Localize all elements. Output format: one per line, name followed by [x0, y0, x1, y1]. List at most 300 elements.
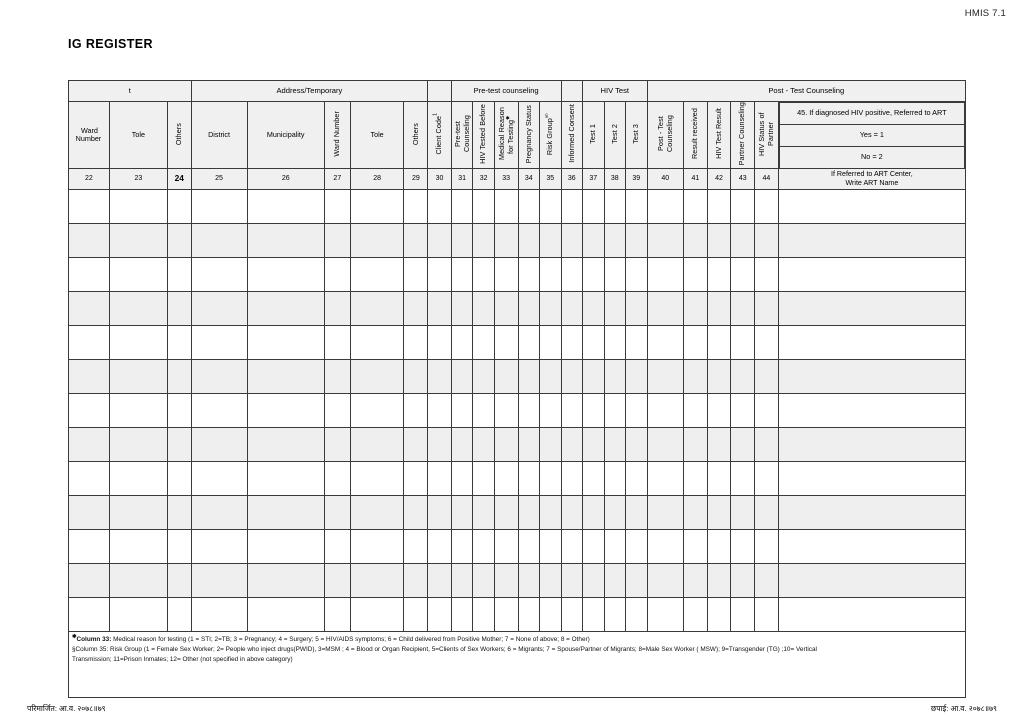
- table-cell[interactable]: [473, 325, 495, 359]
- table-cell[interactable]: [350, 427, 404, 461]
- table-cell[interactable]: [647, 325, 684, 359]
- table-cell[interactable]: [167, 393, 191, 427]
- table-cell[interactable]: [755, 461, 779, 495]
- table-cell[interactable]: [778, 461, 965, 495]
- table-cell[interactable]: [604, 427, 626, 461]
- table-cell[interactable]: [755, 257, 779, 291]
- table-cell[interactable]: [324, 597, 350, 631]
- table-cell[interactable]: [428, 291, 452, 325]
- table-cell[interactable]: [707, 359, 731, 393]
- table-cell[interactable]: [428, 359, 452, 393]
- table-cell[interactable]: [778, 257, 965, 291]
- table-cell[interactable]: [324, 291, 350, 325]
- table-cell[interactable]: [451, 427, 473, 461]
- table-cell[interactable]: [247, 189, 324, 223]
- table-cell[interactable]: [167, 291, 191, 325]
- table-cell[interactable]: [647, 223, 684, 257]
- table-cell[interactable]: [731, 359, 755, 393]
- table-cell[interactable]: [604, 189, 626, 223]
- table-cell[interactable]: [583, 563, 605, 597]
- table-cell[interactable]: [191, 291, 247, 325]
- table-cell[interactable]: [404, 257, 428, 291]
- table-cell[interactable]: [404, 189, 428, 223]
- table-cell[interactable]: [626, 291, 648, 325]
- table-cell[interactable]: [684, 495, 708, 529]
- table-cell[interactable]: [404, 495, 428, 529]
- table-cell[interactable]: [428, 495, 452, 529]
- table-cell[interactable]: [494, 529, 518, 563]
- table-cell[interactable]: [561, 291, 583, 325]
- table-cell[interactable]: [731, 461, 755, 495]
- table-cell[interactable]: [473, 563, 495, 597]
- table-cell[interactable]: [626, 427, 648, 461]
- table-row[interactable]: [69, 189, 966, 223]
- table-cell[interactable]: [778, 189, 965, 223]
- table-cell[interactable]: [247, 223, 324, 257]
- table-cell[interactable]: [518, 427, 540, 461]
- table-cell[interactable]: [247, 529, 324, 563]
- table-cell[interactable]: [540, 325, 562, 359]
- table-cell[interactable]: [451, 257, 473, 291]
- table-cell[interactable]: [350, 291, 404, 325]
- table-cell[interactable]: [350, 495, 404, 529]
- table-cell[interactable]: [428, 427, 452, 461]
- table-cell[interactable]: [494, 495, 518, 529]
- table-cell[interactable]: [707, 257, 731, 291]
- table-cell[interactable]: [583, 257, 605, 291]
- table-cell[interactable]: [69, 461, 110, 495]
- table-cell[interactable]: [626, 223, 648, 257]
- table-cell[interactable]: [540, 223, 562, 257]
- table-cell[interactable]: [494, 597, 518, 631]
- table-cell[interactable]: [404, 325, 428, 359]
- table-cell[interactable]: [604, 597, 626, 631]
- table-cell[interactable]: [191, 495, 247, 529]
- table-row[interactable]: [69, 359, 966, 393]
- table-cell[interactable]: [324, 189, 350, 223]
- table-cell[interactable]: [778, 223, 965, 257]
- table-cell[interactable]: [604, 223, 626, 257]
- table-cell[interactable]: [191, 597, 247, 631]
- table-cell[interactable]: [324, 529, 350, 563]
- table-cell[interactable]: [451, 495, 473, 529]
- table-cell[interactable]: [428, 529, 452, 563]
- table-cell[interactable]: [755, 325, 779, 359]
- table-cell[interactable]: [191, 223, 247, 257]
- table-cell[interactable]: [518, 461, 540, 495]
- table-cell[interactable]: [69, 427, 110, 461]
- table-cell[interactable]: [494, 563, 518, 597]
- table-cell[interactable]: [428, 461, 452, 495]
- table-cell[interactable]: [473, 189, 495, 223]
- table-row[interactable]: [69, 495, 966, 529]
- table-cell[interactable]: [731, 257, 755, 291]
- table-cell[interactable]: [561, 257, 583, 291]
- table-cell[interactable]: [473, 495, 495, 529]
- table-cell[interactable]: [494, 393, 518, 427]
- table-cell[interactable]: [109, 495, 167, 529]
- table-cell[interactable]: [167, 359, 191, 393]
- table-cell[interactable]: [109, 529, 167, 563]
- table-cell[interactable]: [350, 359, 404, 393]
- table-cell[interactable]: [755, 223, 779, 257]
- table-cell[interactable]: [518, 495, 540, 529]
- table-cell[interactable]: [626, 529, 648, 563]
- table-cell[interactable]: [494, 291, 518, 325]
- table-cell[interactable]: [778, 529, 965, 563]
- table-cell[interactable]: [109, 359, 167, 393]
- table-cell[interactable]: [604, 393, 626, 427]
- table-cell[interactable]: [324, 325, 350, 359]
- table-cell[interactable]: [451, 597, 473, 631]
- table-cell[interactable]: [324, 427, 350, 461]
- table-cell[interactable]: [626, 393, 648, 427]
- table-cell[interactable]: [451, 461, 473, 495]
- table-cell[interactable]: [707, 325, 731, 359]
- table-row[interactable]: [69, 563, 966, 597]
- table-cell[interactable]: [731, 223, 755, 257]
- table-cell[interactable]: [350, 563, 404, 597]
- table-cell[interactable]: [583, 461, 605, 495]
- table-cell[interactable]: [583, 189, 605, 223]
- table-cell[interactable]: [69, 325, 110, 359]
- table-cell[interactable]: [324, 257, 350, 291]
- table-cell[interactable]: [451, 325, 473, 359]
- table-cell[interactable]: [707, 291, 731, 325]
- table-cell[interactable]: [191, 427, 247, 461]
- table-cell[interactable]: [69, 495, 110, 529]
- table-cell[interactable]: [561, 495, 583, 529]
- table-cell[interactable]: [583, 359, 605, 393]
- table-cell[interactable]: [707, 529, 731, 563]
- table-cell[interactable]: [684, 597, 708, 631]
- table-cell[interactable]: [69, 393, 110, 427]
- table-cell[interactable]: [626, 495, 648, 529]
- table-cell[interactable]: [755, 495, 779, 529]
- table-cell[interactable]: [518, 393, 540, 427]
- table-cell[interactable]: [404, 223, 428, 257]
- table-cell[interactable]: [247, 325, 324, 359]
- table-cell[interactable]: [731, 597, 755, 631]
- table-cell[interactable]: [518, 529, 540, 563]
- table-cell[interactable]: [707, 597, 731, 631]
- table-cell[interactable]: [583, 597, 605, 631]
- table-cell[interactable]: [428, 597, 452, 631]
- table-cell[interactable]: [494, 427, 518, 461]
- table-cell[interactable]: [473, 597, 495, 631]
- table-cell[interactable]: [109, 257, 167, 291]
- table-cell[interactable]: [684, 189, 708, 223]
- table-cell[interactable]: [755, 291, 779, 325]
- table-cell[interactable]: [167, 325, 191, 359]
- table-cell[interactable]: [778, 359, 965, 393]
- table-cell[interactable]: [647, 189, 684, 223]
- table-cell[interactable]: [451, 563, 473, 597]
- table-cell[interactable]: [473, 359, 495, 393]
- table-cell[interactable]: [755, 427, 779, 461]
- table-cell[interactable]: [69, 189, 110, 223]
- table-cell[interactable]: [561, 223, 583, 257]
- table-cell[interactable]: [707, 427, 731, 461]
- table-cell[interactable]: [647, 427, 684, 461]
- table-cell[interactable]: [191, 257, 247, 291]
- table-cell[interactable]: [540, 393, 562, 427]
- table-cell[interactable]: [350, 325, 404, 359]
- table-cell[interactable]: [247, 359, 324, 393]
- table-cell[interactable]: [684, 223, 708, 257]
- table-cell[interactable]: [561, 427, 583, 461]
- table-cell[interactable]: [604, 359, 626, 393]
- table-cell[interactable]: [731, 189, 755, 223]
- table-cell[interactable]: [350, 529, 404, 563]
- table-cell[interactable]: [561, 563, 583, 597]
- table-cell[interactable]: [647, 563, 684, 597]
- table-cell[interactable]: [561, 189, 583, 223]
- table-cell[interactable]: [561, 529, 583, 563]
- table-row[interactable]: [69, 461, 966, 495]
- table-cell[interactable]: [109, 393, 167, 427]
- table-cell[interactable]: [167, 189, 191, 223]
- table-cell[interactable]: [626, 597, 648, 631]
- table-cell[interactable]: [684, 461, 708, 495]
- table-cell[interactable]: [731, 325, 755, 359]
- table-cell[interactable]: [167, 563, 191, 597]
- table-cell[interactable]: [191, 563, 247, 597]
- table-cell[interactable]: [626, 359, 648, 393]
- table-cell[interactable]: [778, 563, 965, 597]
- table-cell[interactable]: [167, 597, 191, 631]
- table-cell[interactable]: [428, 223, 452, 257]
- table-cell[interactable]: [350, 461, 404, 495]
- table-cell[interactable]: [778, 393, 965, 427]
- table-cell[interactable]: [247, 427, 324, 461]
- table-cell[interactable]: [707, 461, 731, 495]
- table-cell[interactable]: [707, 223, 731, 257]
- table-cell[interactable]: [647, 529, 684, 563]
- table-cell[interactable]: [473, 529, 495, 563]
- table-cell[interactable]: [518, 325, 540, 359]
- table-cell[interactable]: [247, 597, 324, 631]
- table-cell[interactable]: [167, 495, 191, 529]
- table-cell[interactable]: [69, 223, 110, 257]
- table-cell[interactable]: [647, 257, 684, 291]
- table-row[interactable]: [69, 257, 966, 291]
- table-cell[interactable]: [109, 291, 167, 325]
- table-cell[interactable]: [69, 563, 110, 597]
- table-cell[interactable]: [707, 189, 731, 223]
- table-cell[interactable]: [755, 189, 779, 223]
- table-cell[interactable]: [191, 461, 247, 495]
- table-cell[interactable]: [109, 325, 167, 359]
- table-cell[interactable]: [494, 325, 518, 359]
- table-cell[interactable]: [684, 563, 708, 597]
- table-cell[interactable]: [69, 597, 110, 631]
- table-cell[interactable]: [561, 393, 583, 427]
- table-cell[interactable]: [473, 427, 495, 461]
- table-cell[interactable]: [583, 325, 605, 359]
- table-cell[interactable]: [684, 427, 708, 461]
- table-cell[interactable]: [755, 529, 779, 563]
- table-cell[interactable]: [626, 461, 648, 495]
- table-cell[interactable]: [778, 291, 965, 325]
- table-cell[interactable]: [404, 427, 428, 461]
- table-cell[interactable]: [518, 563, 540, 597]
- table-cell[interactable]: [518, 597, 540, 631]
- table-cell[interactable]: [647, 359, 684, 393]
- table-cell[interactable]: [778, 597, 965, 631]
- table-cell[interactable]: [167, 223, 191, 257]
- table-cell[interactable]: [731, 393, 755, 427]
- table-cell[interactable]: [428, 257, 452, 291]
- table-cell[interactable]: [647, 597, 684, 631]
- table-cell[interactable]: [684, 257, 708, 291]
- table-cell[interactable]: [428, 325, 452, 359]
- table-cell[interactable]: [540, 427, 562, 461]
- table-cell[interactable]: [494, 461, 518, 495]
- table-cell[interactable]: [350, 393, 404, 427]
- table-cell[interactable]: [540, 257, 562, 291]
- table-cell[interactable]: [540, 359, 562, 393]
- table-cell[interactable]: [561, 461, 583, 495]
- table-cell[interactable]: [247, 461, 324, 495]
- table-cell[interactable]: [647, 495, 684, 529]
- table-cell[interactable]: [109, 461, 167, 495]
- table-cell[interactable]: [350, 189, 404, 223]
- table-cell[interactable]: [604, 495, 626, 529]
- table-cell[interactable]: [324, 223, 350, 257]
- table-cell[interactable]: [684, 359, 708, 393]
- table-cell[interactable]: [583, 393, 605, 427]
- table-cell[interactable]: [755, 563, 779, 597]
- table-cell[interactable]: [707, 563, 731, 597]
- table-row[interactable]: [69, 291, 966, 325]
- table-cell[interactable]: [109, 189, 167, 223]
- table-cell[interactable]: [583, 529, 605, 563]
- table-row[interactable]: [69, 325, 966, 359]
- table-cell[interactable]: [404, 461, 428, 495]
- table-cell[interactable]: [404, 359, 428, 393]
- table-cell[interactable]: [428, 563, 452, 597]
- table-cell[interactable]: [350, 257, 404, 291]
- table-cell[interactable]: [191, 393, 247, 427]
- table-cell[interactable]: [684, 393, 708, 427]
- table-row[interactable]: [69, 393, 966, 427]
- table-cell[interactable]: [626, 189, 648, 223]
- table-cell[interactable]: [451, 291, 473, 325]
- table-cell[interactable]: [247, 257, 324, 291]
- table-cell[interactable]: [247, 291, 324, 325]
- table-cell[interactable]: [167, 257, 191, 291]
- table-cell[interactable]: [428, 189, 452, 223]
- table-cell[interactable]: [167, 427, 191, 461]
- table-cell[interactable]: [247, 563, 324, 597]
- table-cell[interactable]: [540, 495, 562, 529]
- table-cell[interactable]: [755, 359, 779, 393]
- table-cell[interactable]: [473, 461, 495, 495]
- table-cell[interactable]: [626, 257, 648, 291]
- table-cell[interactable]: [247, 495, 324, 529]
- table-cell[interactable]: [684, 291, 708, 325]
- table-cell[interactable]: [69, 359, 110, 393]
- table-cell[interactable]: [583, 495, 605, 529]
- table-cell[interactable]: [451, 393, 473, 427]
- table-cell[interactable]: [324, 461, 350, 495]
- table-cell[interactable]: [473, 291, 495, 325]
- table-cell[interactable]: [109, 563, 167, 597]
- table-cell[interactable]: [626, 325, 648, 359]
- table-cell[interactable]: [518, 189, 540, 223]
- table-cell[interactable]: [494, 359, 518, 393]
- table-cell[interactable]: [778, 427, 965, 461]
- table-cell[interactable]: [731, 529, 755, 563]
- table-cell[interactable]: [518, 223, 540, 257]
- table-cell[interactable]: [324, 359, 350, 393]
- table-cell[interactable]: [350, 223, 404, 257]
- table-cell[interactable]: [404, 563, 428, 597]
- table-cell[interactable]: [69, 291, 110, 325]
- table-cell[interactable]: [583, 291, 605, 325]
- table-cell[interactable]: [451, 189, 473, 223]
- table-cell[interactable]: [191, 529, 247, 563]
- table-cell[interactable]: [540, 461, 562, 495]
- table-cell[interactable]: [191, 325, 247, 359]
- table-cell[interactable]: [494, 189, 518, 223]
- table-cell[interactable]: [647, 393, 684, 427]
- table-cell[interactable]: [451, 529, 473, 563]
- table-cell[interactable]: [561, 325, 583, 359]
- table-cell[interactable]: [191, 359, 247, 393]
- table-cell[interactable]: [540, 189, 562, 223]
- table-row[interactable]: [69, 529, 966, 563]
- table-cell[interactable]: [647, 461, 684, 495]
- table-cell[interactable]: [755, 393, 779, 427]
- table-cell[interactable]: [583, 223, 605, 257]
- table-cell[interactable]: [69, 257, 110, 291]
- table-cell[interactable]: [684, 529, 708, 563]
- table-cell[interactable]: [324, 495, 350, 529]
- table-cell[interactable]: [604, 325, 626, 359]
- table-cell[interactable]: [451, 359, 473, 393]
- table-cell[interactable]: [604, 291, 626, 325]
- table-cell[interactable]: [540, 529, 562, 563]
- table-cell[interactable]: [540, 563, 562, 597]
- table-cell[interactable]: [324, 393, 350, 427]
- table-cell[interactable]: [69, 529, 110, 563]
- table-cell[interactable]: [518, 291, 540, 325]
- table-cell[interactable]: [561, 359, 583, 393]
- table-cell[interactable]: [428, 393, 452, 427]
- table-cell[interactable]: [518, 359, 540, 393]
- table-cell[interactable]: [109, 597, 167, 631]
- table-cell[interactable]: [350, 597, 404, 631]
- table-cell[interactable]: [684, 325, 708, 359]
- table-cell[interactable]: [778, 325, 965, 359]
- table-cell[interactable]: [494, 257, 518, 291]
- table-cell[interactable]: [707, 393, 731, 427]
- table-cell[interactable]: [540, 291, 562, 325]
- table-cell[interactable]: [731, 291, 755, 325]
- table-cell[interactable]: [626, 563, 648, 597]
- table-cell[interactable]: [731, 427, 755, 461]
- table-cell[interactable]: [604, 563, 626, 597]
- table-cell[interactable]: [473, 223, 495, 257]
- table-cell[interactable]: [167, 461, 191, 495]
- table-cell[interactable]: [167, 529, 191, 563]
- table-cell[interactable]: [604, 461, 626, 495]
- table-cell[interactable]: [707, 495, 731, 529]
- table-cell[interactable]: [778, 495, 965, 529]
- table-cell[interactable]: [247, 393, 324, 427]
